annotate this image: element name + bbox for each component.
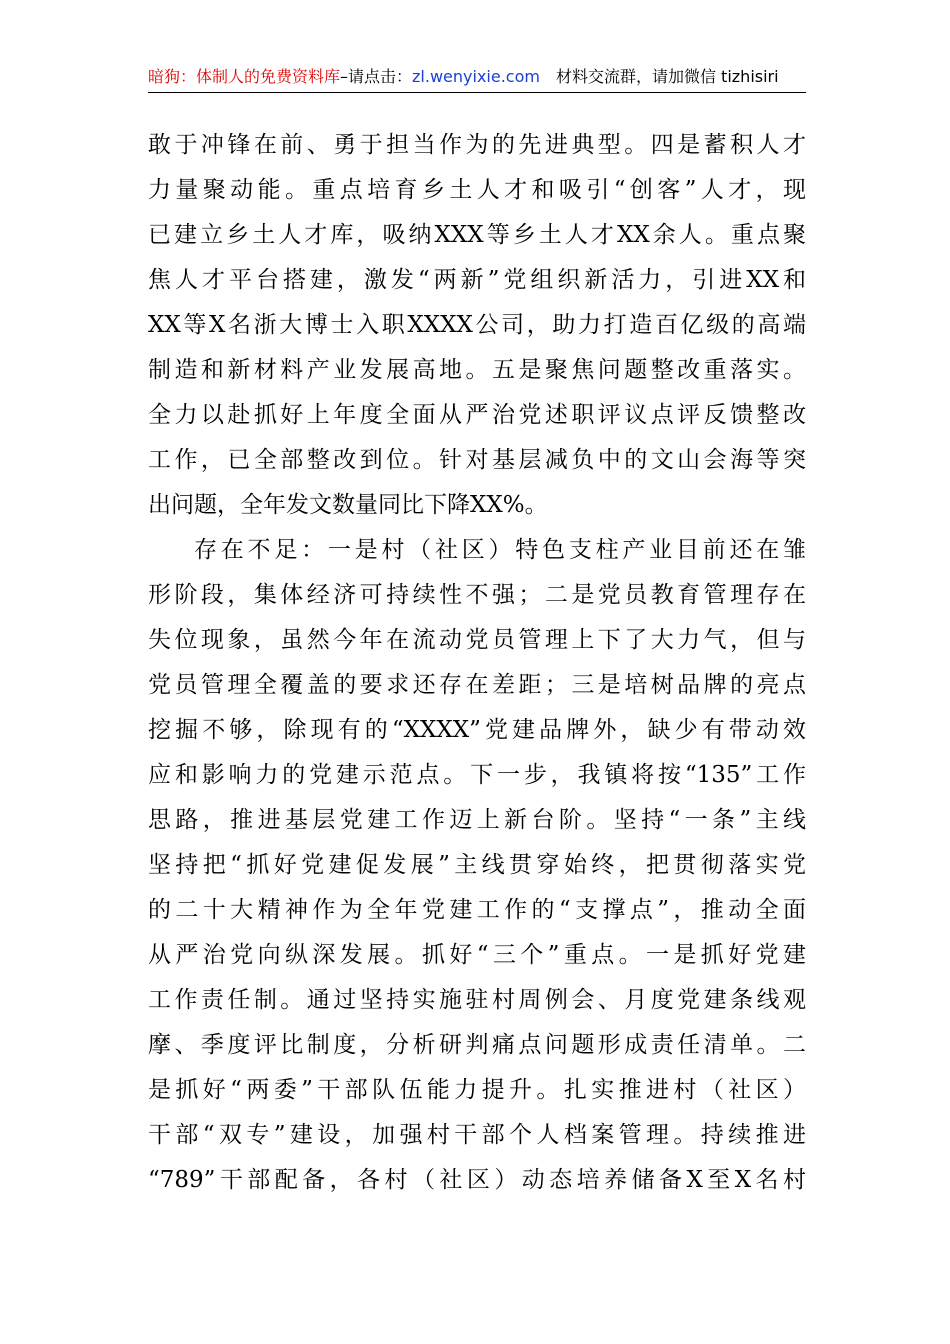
text-line: 形阶段，集体经济可持续性不强；二是党员教育管理存在 [148, 582, 806, 608]
document-body [148, 123, 806, 1203]
text-line: 存在不足：一是村（社区）特色支柱产业目前还在雏 [194, 537, 806, 563]
header-site-name: 暗狗：体制人的免费资料库 [148, 67, 341, 86]
text-line: 挖掘不够，除现有的“XXXX”党建品牌外，缺少有带动效 [148, 717, 806, 743]
header-url-link[interactable]: zl.wenyixie.com [412, 67, 540, 86]
text-line: 思路，推进基层党建工作迈上新台阶。坚持“一条”主线 [148, 807, 806, 833]
text-line: 全力以赴抓好上年度全面从严治党述职评议点评反馈整改 [148, 402, 806, 428]
text-line: 干部“双专”建设，加强村干部个人档案管理。持续推进 [148, 1122, 806, 1148]
text-line: 出问题，全年发文数量同比下降XX%。 [148, 492, 548, 518]
text-line: 应和影响力的党建示范点。下一步，我镇将按“135”工作 [148, 762, 806, 788]
header-wechat-note: 材料交流群，请加微信 tizhisiri [555, 67, 779, 86]
text-line: “789”干部配备，各村（社区）动态培养储备X至X名村 [148, 1167, 806, 1193]
text-line: 坚持把“抓好党建促发展”主线贯穿始终，把贯彻落实党 [148, 852, 806, 878]
text-line: 焦人才平台搭建，激发“两新”党组织新活力，引进XX和 [148, 267, 806, 293]
text-line: 摩、季度评比制度，分析研判痛点问题形成责任清单。二 [148, 1032, 806, 1058]
text-line: 力量聚动能。重点培育乡土人才和吸引“创客”人才，现 [148, 177, 806, 203]
text-line: 失位现象，虽然今年在流动党员管理上下了大力气，但与 [148, 627, 806, 653]
text-line: 敢于冲锋在前、勇于担当作为的先进典型。四是蓄积人才 [148, 132, 806, 158]
text-line: 党员管理全覆盖的要求还存在差距；三是培树品牌的亮点 [148, 672, 806, 698]
text-line: 从严治党向纵深发展。抓好“三个”重点。一是抓好党建 [148, 942, 806, 968]
text-line: 工作，已全部整改到位。针对基层减负中的文山会海等突 [148, 447, 806, 473]
paragraph-1 [148, 123, 806, 528]
page-header [148, 62, 806, 93]
header-click-text: –请点击： [340, 67, 413, 86]
text-line: 工作责任制。通过坚持实施驻村周例会、月度党建条线观 [148, 987, 806, 1013]
text-line: XX等X名浙大博士入职XXXX公司，助力打造百亿级的高端 [148, 312, 806, 338]
text-line: 是抓好“两委”干部队伍能力提升。扎实推进村（社区） [148, 1077, 806, 1103]
text-line: 已建立乡土人才库，吸纳XXX等乡土人才XX余人。重点聚 [148, 222, 806, 248]
text-line: 的二十大精神作为全年党建工作的“支撑点”，推动全面 [148, 897, 806, 923]
text-line: 制造和新材料产业发展高地。五是聚焦问题整改重落实。 [148, 357, 806, 383]
paragraph-2 [148, 528, 806, 1203]
